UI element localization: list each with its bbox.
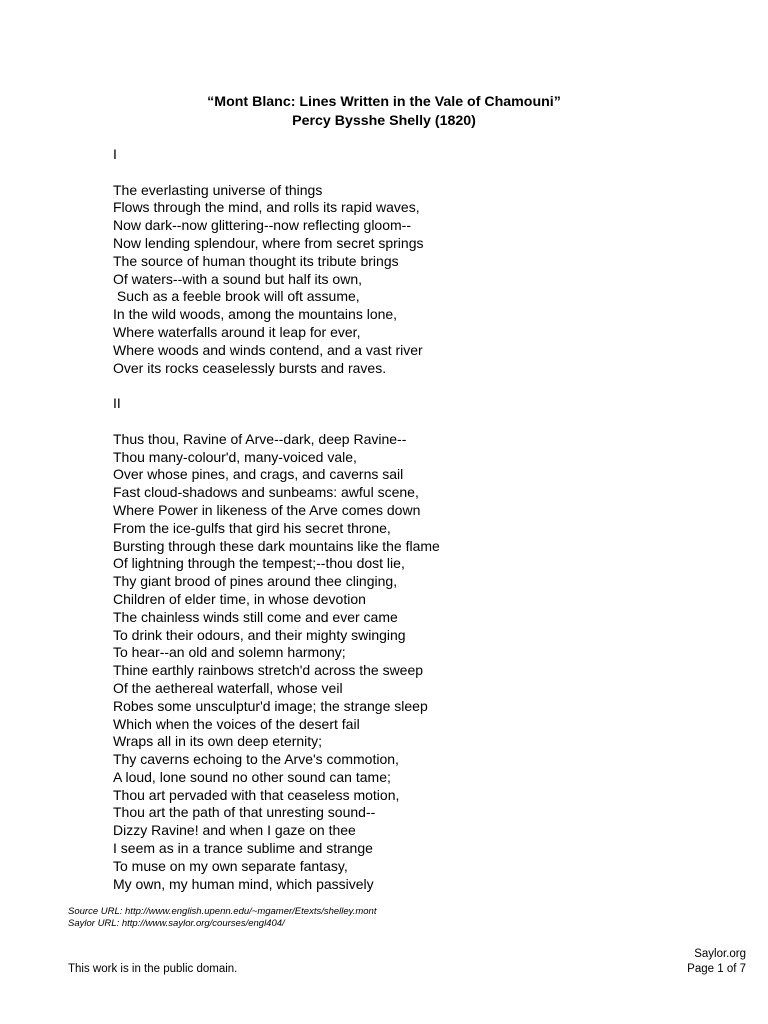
poem-line: The source of human thought its tribute brings bbox=[113, 252, 399, 269]
stanza-break bbox=[113, 413, 440, 431]
section-2-lines bbox=[113, 431, 440, 894]
poem-line: Thy caverns echoing to the Arve's commotion, bbox=[113, 751, 399, 768]
poem-line: Such as a feeble brook will oft assume, bbox=[113, 288, 360, 305]
poem-line: Now dark--now glittering--now reflecting gloom-- bbox=[113, 217, 411, 234]
poem-line: Thou many-colour'd, many-voiced vale, bbox=[113, 448, 357, 465]
public-domain-notice: This work is in the public domain. bbox=[68, 963, 238, 975]
section-numeral-1: I bbox=[113, 146, 117, 162]
poem-line: Thou art pervaded with that ceaseless motion, bbox=[113, 786, 400, 803]
source-notes bbox=[68, 906, 376, 930]
poem-line: Thine earthly rainbows stretch'd across the sweep bbox=[113, 662, 424, 679]
poem-line: A loud, lone sound no other sound can tame; bbox=[113, 768, 391, 785]
page-footer bbox=[687, 947, 746, 977]
poem-line: Thus thou, Ravine of Arve--dark, deep Ravine-- bbox=[113, 430, 407, 447]
poem-title: “Mont Blanc: Lines Written in the Vale of Chamouni” bbox=[207, 94, 561, 110]
stanza-break bbox=[113, 377, 440, 395]
poem-line: Of the aethereal waterfall, whose veil bbox=[113, 679, 343, 696]
poem-line: Over whose pines, and crags, and caverns sail bbox=[113, 466, 404, 483]
poem-line: Wraps all in its own deep eternity; bbox=[113, 733, 323, 750]
poem-line: Thou art the path of that unresting sound-- bbox=[113, 804, 376, 821]
poem-line: Flows through the mind, and rolls its rapid waves, bbox=[113, 199, 420, 216]
poem-line: Over its rocks ceaselessly bursts and raves. bbox=[113, 359, 387, 376]
poem-line: The everlasting universe of things bbox=[113, 181, 323, 198]
poem-author: Percy Bysshe Shelly (1820) bbox=[292, 113, 476, 129]
footer-org: Saylor.org bbox=[694, 948, 746, 960]
poem-line: Children of elder time, in whose devotion bbox=[113, 590, 366, 607]
poem-line: Where waterfalls around it leap for ever, bbox=[113, 323, 361, 340]
poem-line: Where woods and winds contend, and a vast river bbox=[113, 341, 423, 358]
section-numeral-2: II bbox=[113, 395, 121, 412]
poem-line: Of lightning through the tempest;--thou dost lie, bbox=[113, 555, 405, 572]
source-url: Source URL: http://www.english.upenn.edu/~mgamer/Etexts/shelley.mont bbox=[68, 906, 377, 917]
saylor-url: Saylor URL: http://www.saylor.org/courses/engl404/ bbox=[68, 918, 285, 929]
page-number: Page 1 of 7 bbox=[687, 963, 746, 975]
document-title bbox=[0, 93, 768, 131]
poem-line: The chainless winds still come and ever came bbox=[113, 608, 398, 625]
poem-line: Fast cloud-shadows and sunbeams: awful scene, bbox=[113, 484, 419, 501]
poem-line: Dizzy Ravine! and when I gaze on thee bbox=[113, 822, 356, 839]
section-1-lines bbox=[113, 182, 440, 378]
poem-line: In the wild woods, among the mountains lone, bbox=[113, 306, 398, 323]
poem-line: From the ice-gulfs that gird his secret throne, bbox=[113, 519, 391, 536]
poem-line: Bursting through these dark mountains like the flame bbox=[113, 537, 440, 554]
poem-line: Now lending splendour, where from secret springs bbox=[113, 234, 424, 251]
poem-line: My own, my human mind, which passively bbox=[113, 875, 374, 892]
poem-line: Which when the voices of the desert fail bbox=[113, 715, 360, 732]
poem-line: To hear--an old and solemn harmony; bbox=[113, 644, 346, 661]
poem-line: Robes some unsculptur'd image; the strange sleep bbox=[113, 697, 428, 714]
poem-line: Where Power in likeness of the Arve comes down bbox=[113, 501, 421, 518]
poem-line: I seem as in a trance sublime and strange bbox=[113, 840, 373, 857]
poem-line: To drink their odours, and their mighty swinging bbox=[113, 626, 406, 643]
poem-line: Thy giant brood of pines around thee clinging, bbox=[113, 573, 398, 590]
stanza-break bbox=[113, 164, 440, 182]
poem-line: Of waters--with a sound but half its own, bbox=[113, 270, 362, 287]
poem-line: To muse on my own separate fantasy, bbox=[113, 857, 348, 874]
poem-body bbox=[113, 146, 440, 893]
